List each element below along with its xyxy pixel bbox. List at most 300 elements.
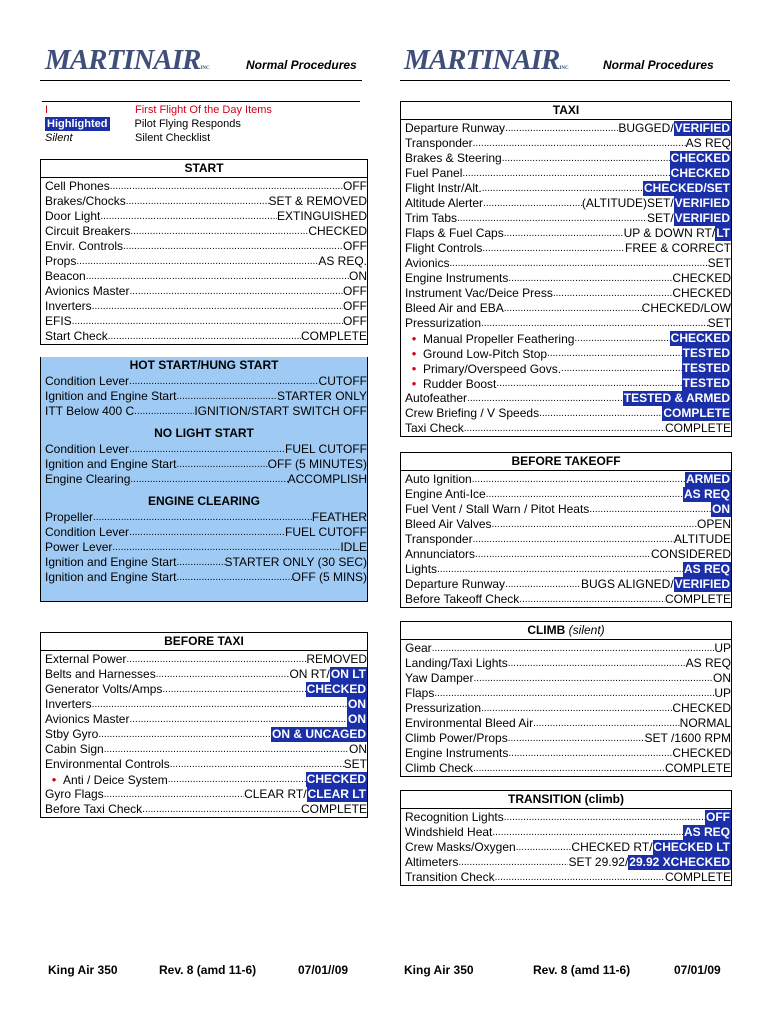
leader-dots	[467, 391, 623, 406]
leader-dots	[473, 532, 674, 547]
item-value: (ALTITUDE)SET/	[581, 196, 674, 210]
checklist-item	[405, 346, 731, 361]
leader-dots	[472, 472, 685, 487]
legend-key: Highlighted	[47, 118, 108, 130]
item-value: SET /1600 RPM	[644, 731, 731, 745]
checklist-item	[405, 151, 731, 166]
item-label: Altimeters	[405, 855, 459, 869]
item-label: Cabin Sign	[45, 742, 104, 756]
leader-dots	[482, 181, 643, 196]
leader-dots	[93, 510, 312, 525]
checklist-item	[405, 241, 731, 256]
checklist-item	[405, 166, 731, 181]
item-value: CHECKED	[672, 746, 731, 760]
checklist-item	[45, 570, 367, 585]
checklist-item	[405, 286, 731, 301]
item-label: Before Takeoff Check	[405, 592, 520, 606]
section-title: BEFORE TAKEOFF	[401, 453, 731, 471]
leader-dots	[129, 442, 285, 457]
item-label: Bleed Air and EBA	[405, 301, 504, 315]
leader-dots	[98, 727, 271, 742]
leader-dots	[496, 376, 681, 391]
item-value: EXTINGUISHED	[276, 209, 367, 223]
section-title: NO LIGHT START	[154, 426, 254, 440]
leader-dots	[553, 286, 672, 301]
item-label: Cell Phones	[45, 179, 110, 193]
taxi-section	[400, 101, 732, 437]
item-label: Crew Briefing / V Speeds	[405, 406, 540, 420]
item-value: CLEAR RT/	[244, 787, 307, 801]
checklist-item	[45, 209, 367, 224]
item-value: OFF (5 MINUTES)	[267, 457, 367, 471]
checklist-item	[405, 671, 731, 686]
checklist-item	[45, 269, 367, 284]
item-label: Gear	[405, 641, 432, 655]
item-label: Ignition and Engine Start	[45, 389, 177, 403]
item-label: Windshield Heat	[405, 825, 493, 839]
leader-dots	[86, 269, 349, 284]
checklist-item	[405, 211, 731, 226]
item-label: Fuel Vent / Stall Warn / Pitot Heats	[405, 502, 590, 516]
item-value: COMPLETE	[664, 592, 731, 606]
item-label: Climb Check	[405, 761, 474, 775]
checklist-item	[405, 376, 731, 391]
before-taxi-section	[40, 632, 368, 818]
item-value-highlighted: CHECKED	[670, 151, 730, 165]
checklist-item	[405, 701, 731, 716]
checklist-item	[45, 472, 367, 487]
item-label: Autofeather	[405, 391, 468, 405]
item-value: AS REQ	[685, 136, 731, 150]
abnormal-start-section	[40, 357, 368, 602]
item-label: Ignition and Engine Start	[45, 570, 177, 584]
checklist-item	[45, 314, 367, 329]
item-value: OFF	[343, 299, 367, 313]
leader-dots	[495, 870, 665, 885]
leader-dots	[130, 224, 308, 239]
item-value-highlighted: CHECKED LT	[653, 840, 730, 854]
checklist-item	[405, 181, 731, 196]
item-value-highlighted: VERIFIED	[674, 211, 730, 225]
checklist-item	[405, 406, 731, 421]
footer-date-left: 07/01//09	[298, 963, 349, 977]
checklist-item	[45, 510, 367, 525]
item-value-highlighted: OFF	[706, 810, 730, 824]
item-value: CHECKED	[672, 271, 731, 285]
checklist-item	[405, 686, 731, 701]
item-value-highlighted: ON	[712, 502, 730, 516]
footer-rev-left: Rev. 8 (amd 11-6)	[159, 963, 257, 977]
checklist-item	[405, 810, 731, 825]
item-label: Engine Instruments	[405, 271, 509, 285]
item-value: ALTITUDE	[673, 532, 731, 546]
section-title: CLIMB (silent)	[401, 622, 731, 640]
item-label: Before Taxi Check	[45, 802, 143, 816]
item-label: Inverters	[45, 697, 92, 711]
leader-dots	[112, 540, 340, 555]
checklist-item	[45, 194, 367, 209]
item-value-highlighted: TESTED & ARMED	[623, 391, 730, 405]
item-value: UP	[714, 686, 731, 700]
item-value: SET 29.92/	[568, 855, 629, 869]
footer-rev-right: Rev. 8 (amd 11-6)	[533, 963, 631, 977]
leader-dots	[126, 652, 306, 667]
item-label: Engine Clearing	[45, 472, 131, 486]
leader-dots	[533, 716, 680, 731]
leader-dots	[130, 472, 287, 487]
item-value: SET/	[646, 211, 674, 225]
leader-dots	[462, 166, 669, 181]
leader-dots	[519, 592, 665, 607]
item-value-highlighted: VERIFIED	[674, 121, 730, 135]
checklist-item	[405, 271, 731, 286]
start-section	[40, 159, 368, 345]
leader-dots	[508, 656, 686, 671]
checklist-item	[45, 442, 367, 457]
leader-dots	[483, 196, 582, 211]
item-value-highlighted: CHECKED	[670, 166, 730, 180]
leader-dots	[504, 301, 642, 316]
checklist-item	[45, 224, 367, 239]
item-value: ACCOMPLISH	[287, 472, 367, 486]
item-label: Condition Lever	[45, 442, 130, 456]
leader-dots	[176, 457, 267, 472]
checklist-item	[45, 667, 367, 682]
leader-dots	[561, 361, 682, 376]
leader-dots	[508, 271, 672, 286]
item-value: CHECKED	[672, 701, 731, 715]
checklist-item	[405, 421, 731, 436]
leader-dots	[505, 121, 618, 136]
leader-dots	[72, 314, 343, 329]
checklist-item	[45, 179, 367, 194]
item-value-highlighted: ON & UNCAGED	[271, 727, 366, 741]
leader-dots	[162, 682, 305, 697]
checklist-item	[45, 772, 367, 787]
item-label: • Ground Low-Pitch Stop	[405, 346, 547, 361]
item-value: ON RT/	[289, 667, 330, 681]
checklist-item	[45, 652, 367, 667]
leader-dots	[129, 374, 318, 389]
item-label: Brakes/Chocks	[45, 194, 126, 208]
item-value: CHECKED	[672, 286, 731, 300]
leader-dots	[156, 667, 290, 682]
leader-dots	[516, 840, 572, 855]
item-label: Crew Masks/Oxygen	[405, 840, 516, 854]
item-label: Annunciators	[405, 547, 476, 561]
item-value: STARTER ONLY	[276, 389, 367, 403]
item-value: BUGGED/	[618, 121, 674, 135]
footer-date-right: 07/01/09	[674, 963, 721, 977]
item-label: Auto Ignition	[405, 472, 472, 486]
section-title: START	[41, 160, 367, 178]
checklist-item	[45, 404, 367, 419]
leader-dots	[473, 761, 665, 776]
item-label: • Rudder Boost	[405, 376, 496, 391]
leader-dots	[123, 239, 343, 254]
header-rule-right	[400, 80, 730, 81]
checklist-item	[45, 787, 367, 802]
item-value-highlighted: LT	[716, 226, 730, 240]
item-label: Condition Lever	[45, 525, 130, 539]
leader-dots	[104, 787, 244, 802]
item-value: BUGS ALIGNED/	[580, 577, 674, 591]
leader-dots	[481, 701, 672, 716]
item-label: Landing/Taxi Lights	[405, 656, 508, 670]
item-value-highlighted: VERIFIED	[674, 196, 730, 210]
leader-dots	[176, 389, 277, 404]
checklist-item	[405, 121, 731, 136]
checklist-item	[45, 239, 367, 254]
item-label: Climb Power/Props	[405, 731, 508, 745]
item-label: EFIS	[45, 314, 72, 328]
leader-dots	[100, 209, 277, 224]
leader-dots	[486, 487, 683, 502]
leader-dots	[129, 284, 343, 299]
item-value: CHECKED RT/	[571, 840, 653, 854]
item-label: Circuit Breakers	[45, 224, 131, 238]
leader-dots	[475, 547, 651, 562]
item-label: Ignition and Engine Start	[45, 457, 177, 471]
item-label: Beacon	[45, 269, 86, 283]
checklist-item	[45, 299, 367, 314]
item-value-highlighted: 29.92 XCHECKED	[629, 855, 730, 869]
item-value: STARTER ONLY (30 SEC)	[224, 555, 367, 569]
item-value: OFF	[343, 314, 367, 328]
item-label: • Manual Propeller Feathering	[405, 331, 574, 346]
item-value: OFF	[343, 239, 367, 253]
checklist-item	[405, 136, 731, 151]
legend-text: Pilot Flying Responds	[134, 118, 241, 130]
item-value-highlighted: CHECKED/SET	[643, 181, 730, 195]
item-label: Stby Gyro	[45, 727, 99, 741]
checklist-item	[405, 641, 731, 656]
leader-dots	[134, 404, 194, 419]
leader-dots	[547, 346, 682, 361]
leader-dots	[92, 697, 347, 712]
legend-key: I	[45, 104, 49, 116]
leader-dots	[432, 641, 715, 656]
leader-dots	[458, 855, 568, 870]
item-label: Departure Runway	[405, 121, 506, 135]
item-value: COMPLETE	[300, 329, 367, 343]
item-label: Belts and Harnesses	[45, 667, 156, 681]
leader-dots	[473, 136, 686, 151]
item-label: Envir. Controls	[45, 239, 124, 253]
checklist-item	[405, 532, 731, 547]
item-label: Flaps	[405, 686, 435, 700]
checklist-item	[405, 746, 731, 761]
climb-section	[400, 621, 732, 777]
item-value: SET & REMOVED	[268, 194, 367, 208]
item-label: External Power	[45, 652, 127, 666]
leader-dots	[449, 256, 707, 271]
item-value-highlighted: ON	[348, 697, 366, 711]
checklist-item	[405, 840, 731, 855]
checklist-item	[45, 727, 367, 742]
item-value-highlighted: ON	[348, 712, 366, 726]
checklist-item	[405, 472, 731, 487]
checklist-item	[45, 742, 367, 757]
checklist-item	[405, 547, 731, 562]
legend-key: Silent	[45, 132, 73, 144]
leader-dots	[434, 686, 714, 701]
legend-rule	[42, 101, 360, 102]
checklist-item	[405, 855, 731, 870]
item-value-highlighted: ARMED	[686, 472, 730, 486]
item-value-highlighted: AS REQ	[683, 825, 730, 839]
checklist-item	[405, 577, 731, 592]
checklist-item	[405, 331, 731, 346]
legend-text: Silent Checklist	[135, 132, 211, 144]
item-value: OPEN	[696, 517, 731, 531]
item-value: FEATHER	[311, 510, 367, 524]
checklist-item	[405, 761, 731, 776]
item-label: Engine Instruments	[405, 746, 509, 760]
checklist-item	[45, 802, 367, 817]
item-label: Gyro Flags	[45, 787, 104, 801]
item-value: COMPLETE	[664, 761, 731, 775]
item-value: UP	[714, 641, 731, 655]
item-label: Condition Lever	[45, 374, 130, 388]
item-label: Avionics	[405, 256, 450, 270]
leader-dots	[168, 772, 306, 787]
item-value: SET	[343, 757, 367, 771]
item-label: Lights	[405, 562, 438, 576]
item-value: COMPLETE	[664, 421, 731, 435]
item-label: Brakes & Steering	[405, 151, 502, 165]
item-value: AS REQ	[685, 656, 731, 670]
checklist-item	[405, 196, 731, 211]
checklist-item	[45, 555, 367, 570]
checklist-item	[45, 389, 367, 404]
item-label: Start Check	[45, 329, 108, 343]
legend-text: First Flight Of the Day Items	[135, 104, 272, 116]
checklist-item	[45, 682, 367, 697]
item-label: Environmental Bleed Air	[405, 716, 534, 730]
item-value-highlighted: AS REQ	[683, 487, 730, 501]
checklist-item	[405, 562, 731, 577]
item-label: Inverters	[45, 299, 92, 313]
item-label: Bleed Air Valves	[405, 517, 492, 531]
item-label: Props	[45, 254, 77, 268]
leader-dots	[437, 562, 683, 577]
checklist-item	[405, 391, 731, 406]
before-takeoff-section	[400, 452, 732, 608]
checklist-item	[45, 525, 367, 540]
item-label: Transponder	[405, 532, 473, 546]
item-value: IDLE	[340, 540, 367, 554]
item-value: SET	[707, 316, 731, 330]
item-label: Ignition and Engine Start	[45, 555, 177, 569]
leader-dots	[504, 226, 624, 241]
item-value: CUTOFF	[318, 374, 367, 388]
leader-dots	[481, 316, 708, 331]
item-label: Environmental Controls	[45, 757, 170, 771]
checklist-item	[45, 712, 367, 727]
item-label: Pressurization	[405, 316, 482, 330]
section-title: TRANSITION (climb)	[401, 791, 731, 809]
item-value: COMPLETE	[664, 870, 731, 884]
checklist-item	[405, 716, 731, 731]
item-label: Door Light	[45, 209, 101, 223]
item-value: UP & DOWN RT/	[623, 226, 716, 240]
leader-dots	[176, 570, 291, 585]
item-label: Yaw Damper	[405, 671, 474, 685]
item-label: Flaps & Fuel Caps	[405, 226, 504, 240]
item-label: Avionics Master	[45, 284, 130, 298]
item-value: ON	[349, 742, 367, 756]
leader-dots	[142, 802, 301, 817]
item-value: REMOVED	[306, 652, 367, 666]
checklist-item	[45, 374, 367, 389]
item-label: Pressurization	[405, 701, 482, 715]
header-rule-left	[40, 80, 362, 81]
item-value: IGNITION/START SWITCH OFF	[194, 404, 367, 418]
checklist-item	[45, 457, 367, 472]
leader-dots	[505, 577, 581, 592]
leader-dots	[539, 406, 662, 421]
checklist-item	[45, 697, 367, 712]
item-label: Trim Tabs	[405, 211, 458, 225]
leader-dots	[502, 151, 670, 166]
checklist-item	[405, 256, 731, 271]
item-value-highlighted: CHECKED	[306, 772, 366, 786]
leader-dots	[508, 746, 672, 761]
section-title: ENGINE CLEARING	[147, 494, 260, 508]
leader-dots	[492, 825, 683, 840]
item-value: FREE & CORRECT	[624, 241, 731, 255]
item-value: ON	[713, 671, 731, 685]
item-value-highlighted: COMPLETE	[663, 406, 730, 420]
leader-dots	[126, 194, 269, 209]
item-value: FUEL CUTOFF	[284, 442, 367, 456]
section-title: BEFORE TAXI	[41, 633, 367, 651]
section-title: HOT START/HUNG START	[129, 358, 279, 372]
checklist-item	[405, 825, 731, 840]
leader-dots	[508, 731, 645, 746]
item-label: Power Lever	[45, 540, 113, 554]
item-label: Taxi Check	[405, 421, 464, 435]
item-label: Altitude Alerter	[405, 196, 484, 210]
leader-dots	[589, 502, 711, 517]
leader-dots	[574, 331, 669, 346]
item-value-highlighted: AS REQ	[683, 562, 730, 576]
item-label: Avionics Master	[45, 712, 130, 726]
item-label: Departure Runway	[405, 577, 506, 591]
leader-dots	[92, 299, 343, 314]
item-value-highlighted: TESTED	[682, 361, 730, 375]
leader-dots	[176, 555, 224, 570]
leader-dots	[104, 742, 349, 757]
leader-dots	[473, 671, 713, 686]
item-label: Flight Instr/Alt.	[405, 181, 482, 195]
item-value: COMPLETE	[300, 802, 367, 816]
legend	[45, 103, 272, 145]
leader-dots	[464, 421, 665, 436]
martinair-logo-right: MARTINAIRINC	[404, 44, 569, 76]
leader-dots	[108, 329, 301, 344]
checklist-item	[405, 487, 731, 502]
leader-dots	[482, 241, 625, 256]
checklist-item	[405, 656, 731, 671]
item-value: SET	[707, 256, 731, 270]
footer-aircraft-right: King Air 350	[404, 963, 474, 977]
checklist-item	[405, 502, 731, 517]
leader-dots	[129, 712, 347, 727]
item-value: OFF	[343, 284, 367, 298]
leader-dots	[504, 810, 705, 825]
